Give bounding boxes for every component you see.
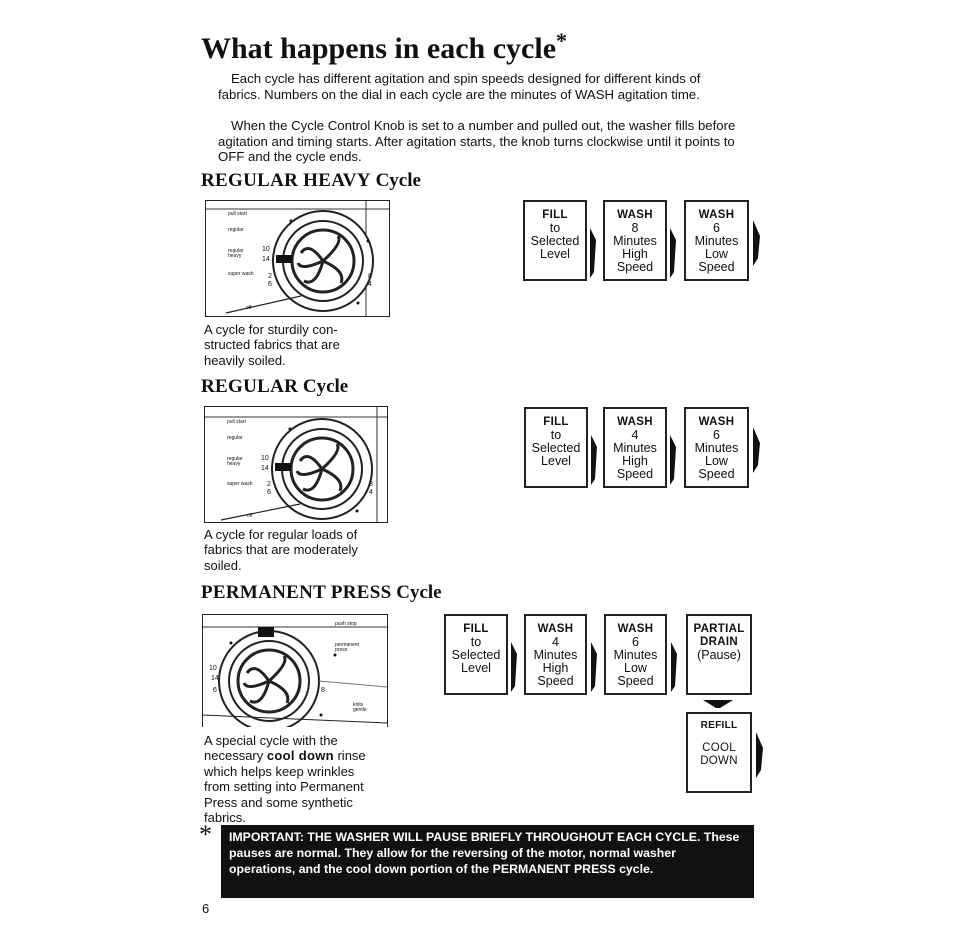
step-arrow-icon [755, 712, 762, 792]
step-arrow-icon [510, 614, 517, 694]
step-arrow-icon [669, 407, 676, 487]
page-number: 6 [202, 901, 210, 916]
step-arrow-icon [752, 200, 759, 280]
dial-illustration-regular-heavy [205, 200, 390, 317]
dial-number: 6 [268, 281, 272, 288]
step-arrow-icon [589, 200, 596, 280]
step-fill: FILL to Selected Level [523, 200, 587, 281]
dial-illustration-regular [204, 406, 388, 523]
dial-label: off [246, 305, 252, 311]
dial-label: permanent press [335, 642, 359, 653]
dial-label: super wash [227, 481, 253, 487]
dial-number: 10 [262, 246, 270, 253]
dial-number: 10 [209, 665, 217, 672]
dial-label: off [247, 513, 253, 519]
step-arrow-icon [669, 200, 676, 280]
dial-number: 4 [369, 489, 373, 496]
cool-down-emphasis: cool down [266, 748, 334, 764]
dial-number: 6 [267, 489, 271, 496]
step-fill: FILL to Selected Level [444, 614, 508, 695]
dial-label: push stop [335, 621, 357, 627]
caption-permanent-press: A special cycle with the necessary cool down rinse which helps keep wrinkles from setting into Permanent Press and some synthetic fabrics. [204, 733, 366, 826]
page-title: What happens in each cycle* [201, 28, 568, 65]
dial-number: 14 [211, 675, 219, 682]
section-title-regular-heavy: REGULAR HEAVY Cycle [201, 170, 421, 191]
dial-label: super wash [228, 271, 254, 277]
caption-regular-heavy: A cycle for sturdily con- structed fabrics that are heavily soiled. [204, 322, 340, 368]
section-title-regular: REGULAR Cycle [201, 376, 349, 397]
dial-label: knits gentle [353, 702, 367, 713]
step-arrow-icon [590, 407, 597, 487]
step-arrow-icon [752, 407, 759, 487]
dial-number: 4 [368, 281, 372, 288]
dial-number: 2 [268, 273, 272, 280]
step-partial-drain: PARTIAL DRAIN (Pause) [686, 614, 752, 695]
step-wash-high: WASH 4 Minutes High Speed [603, 407, 667, 488]
title-asterisk: * [556, 28, 568, 53]
dial-number: 14 [261, 465, 269, 472]
important-notice [221, 825, 754, 898]
step-wash-high: WASH 8 Minutes High Speed [603, 200, 667, 281]
intro-paragraph-2: When the Cycle Control Knob is set to a number and pulled out, the washer fills before agitation and timing starts. After agitation starts, the knob turns clockwise until it points to OFF and the cycle ends. [218, 118, 736, 164]
step-arrow-icon [590, 614, 597, 694]
dial-number: 6 [213, 687, 217, 694]
step-refill-cool-down: REFILL COOL DOWN [686, 712, 752, 793]
dial-number: 8 [321, 687, 325, 694]
dial-number: 2 [267, 481, 271, 488]
dial-number: 10 [261, 455, 269, 462]
dial-label: regular [227, 435, 243, 441]
dial-label: pull start [227, 419, 246, 425]
step-fill: FILL to Selected Level [524, 407, 588, 488]
dial-label: regular [228, 227, 244, 233]
step-arrow-icon [670, 614, 677, 694]
intro-paragraph-1: Each cycle has different agitation and spin speeds designed for different kinds of fabrics. Numbers on the dial in each cycle are the minutes of WASH agitation time. [218, 71, 701, 102]
caption-regular: A cycle for regular loads of fabrics that are moderately soiled. [204, 527, 358, 573]
dial-label: pull start [228, 211, 247, 217]
important-text: IMPORTANT: THE WASHER WILL PAUSE BRIEFLY THROUGHOUT EACH CYCLE. These pauses are normal. They allow for the reversing of the motor, normal washer operations, and the cool down portion of the PERMANENT PRESS cycle. [229, 830, 740, 876]
step-wash-low: WASH 6 Minutes Low Speed [604, 614, 667, 695]
dial-number: 8 [369, 481, 373, 488]
step-wash-low: WASH 6 Minutes Low Speed [684, 407, 749, 488]
important-asterisk: * [199, 820, 212, 849]
dial-number: 14 [262, 256, 270, 263]
step-wash-low: WASH 6 Minutes Low Speed [684, 200, 749, 281]
dial-illustration-permanent-press [202, 614, 388, 727]
dial-label: regular heavy [228, 248, 244, 259]
section-title-permanent-press: PERMANENT PRESS Cycle [201, 582, 442, 603]
dial-label: regular heavy [227, 456, 243, 467]
dial-number: 8 [368, 273, 372, 280]
step-wash-high: WASH 4 Minutes High Speed [524, 614, 587, 695]
